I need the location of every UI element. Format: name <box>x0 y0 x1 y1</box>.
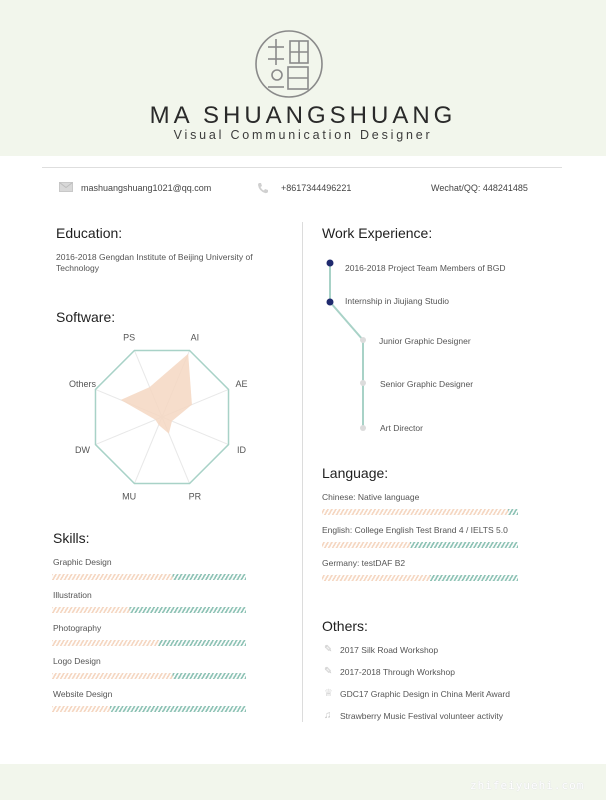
work-item-2: Internship in Jiujiang Studio <box>345 296 449 306</box>
others-heading: Others: <box>322 618 368 634</box>
radar-axis-label: Others <box>69 379 97 390</box>
skills-heading: Skills: <box>53 530 90 546</box>
header-divider <box>42 167 562 168</box>
work-item-5: Art Director <box>380 423 423 433</box>
email-text: mashuangshuang1021@qq.com <box>81 183 212 193</box>
skill-level-bar <box>52 574 246 580</box>
language-label: English: College English Test Brand 4 / IELTS 5.0 <box>322 525 508 535</box>
candidate-name: MA SHUANGSHUANG <box>149 102 457 129</box>
language-level-bar <box>322 542 518 548</box>
education-line-1: 2016-2018 Gengdan Institute of Beijing University of <box>56 252 253 262</box>
language-label: Chinese: Native language <box>322 492 420 502</box>
software-heading: Software: <box>56 309 116 325</box>
work-item-1: 2016-2018 Project Team Members of BGD <box>345 263 506 273</box>
monogram-logo <box>254 29 324 99</box>
others-item: GDC17 Graphic Design in China Merit Award <box>340 689 510 699</box>
pencil-icon: ✎ <box>324 644 333 655</box>
skill-label: Logo Design <box>53 656 101 666</box>
pencil-icon: ✎ <box>324 666 333 677</box>
work-item-4: Senior Graphic Designer <box>380 379 474 389</box>
radar-area <box>121 354 192 434</box>
language-level-bar <box>322 575 518 581</box>
skill-label: Website Design <box>53 689 113 699</box>
headphones-icon: ♫ <box>324 710 332 721</box>
mail-icon <box>59 182 73 192</box>
timeline-dot-3 <box>360 337 366 343</box>
skill-level-bar <box>52 706 246 712</box>
radar-axis-label: AE <box>235 379 248 390</box>
candidate-role: Visual Communication Designer <box>173 128 433 142</box>
column-divider <box>302 222 303 722</box>
wechat-text: Wechat/QQ: 448241485 <box>431 183 528 193</box>
others-item: 2017-2018 Through Workshop <box>340 667 455 677</box>
timeline-dot-2 <box>327 299 334 306</box>
skill-level-bar <box>52 640 246 646</box>
radar-axis-label: PR <box>188 491 202 502</box>
radar-axis-label: ID <box>236 444 246 455</box>
timeline-dot-5 <box>360 425 366 431</box>
skill-label: Illustration <box>53 590 92 600</box>
skill-level-bar <box>52 607 246 613</box>
watermark: zhifeiyuehi.com <box>470 779 585 792</box>
timeline-dot-4 <box>360 380 366 386</box>
education-line-2: Technology <box>56 263 100 273</box>
radar-axis-label: MU <box>122 491 137 502</box>
language-label: Germany: testDAF B2 <box>322 558 406 568</box>
work-timeline <box>322 255 382 435</box>
language-heading: Language: <box>322 465 389 481</box>
education-heading: Education: <box>56 225 123 241</box>
phone-icon <box>257 182 269 194</box>
work-item-3: Junior Graphic Designer <box>379 336 471 346</box>
software-radar-chart <box>40 320 270 510</box>
language-level-bar <box>322 509 518 515</box>
radar-axis-label: AI <box>190 332 200 343</box>
skill-level-bar <box>52 673 246 679</box>
radar-axis-label: DW <box>75 444 91 455</box>
skill-label: Graphic Design <box>53 557 112 567</box>
timeline-dot-1 <box>327 260 334 267</box>
others-item: Strawberry Music Festival volunteer activity <box>340 711 503 721</box>
phone-text: +8617344496221 <box>281 183 352 193</box>
skill-label: Photography <box>53 623 102 633</box>
work-heading: Work Experience: <box>322 225 433 241</box>
radar-axis-label: PS <box>123 332 136 343</box>
others-item: 2017 Silk Road Workshop <box>340 645 439 655</box>
trophy-icon: ♕ <box>324 688 333 699</box>
